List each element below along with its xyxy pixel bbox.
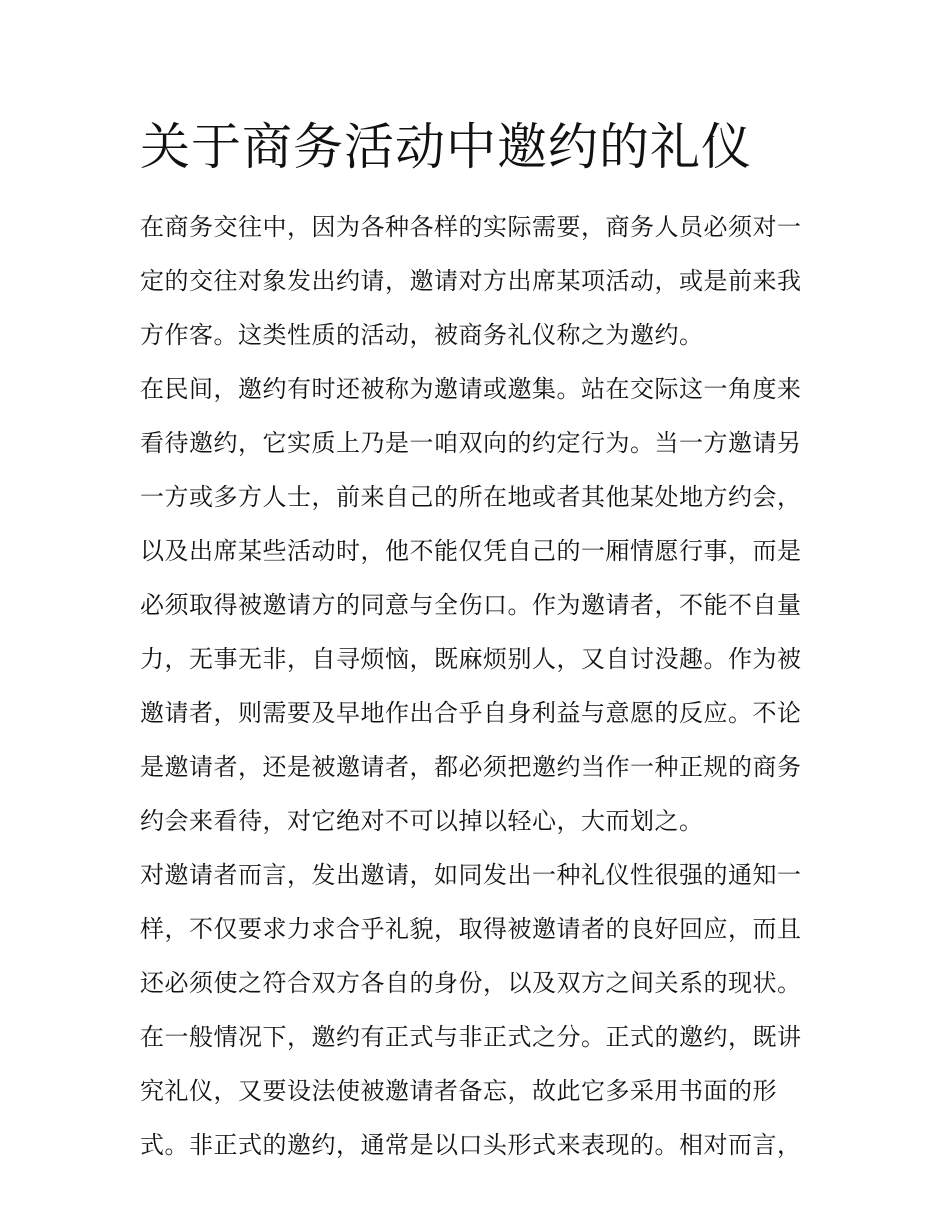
text-line: 在一般情况下，邀约有正式与非正式之分。正式的邀约，既讲 (140, 1023, 802, 1051)
text-line: 定的交往对象发出约请，邀请对方出席某项活动，或是前来我 (140, 267, 802, 295)
document-title: 关于商务活动中邀约的礼仪 (140, 118, 752, 176)
document-body (140, 200, 820, 1172)
text-line: 式。非正式的邀约，通常是以口头形式来表现的。相对而言， (140, 1131, 802, 1159)
text-line: 在商务交往中，因为各种各样的实际需要，商务人员必须对一 (140, 213, 802, 241)
text-line: 样，不仅要求力求合乎礼貌，取得被邀请者的良好回应，而且 (140, 915, 802, 943)
text-line: 力，无事无非，自寻烦恼，既麻烦别人，又自讨没趣。作为被 (140, 645, 802, 673)
text-line: 方作客。这类性质的活动，被商务礼仪称之为邀约。 (140, 321, 704, 349)
text-line: 看待邀约，它实质上乃是一咱双向的约定行为。当一方邀请另 (140, 429, 802, 457)
text-line: 一方或多方人士，前来自己的所在地或者其他某处地方约会， (140, 483, 802, 511)
text-line: 在民间，邀约有时还被称为邀请或邀集。站在交际这一角度来 (140, 375, 802, 403)
text-line: 以及出席某些活动时，他不能仅凭自己的一厢情愿行事，而是 (140, 537, 802, 565)
text-line: 约会来看待，对它绝对不可以掉以轻心，大而划之。 (140, 807, 704, 835)
text-line: 究礼仪，又要设法使被邀请者备忘，故此它多采用书面的形 (140, 1077, 777, 1105)
text-line: 是邀请者，还是被邀请者，都必须把邀约当作一种正规的商务 (140, 753, 802, 781)
text-line: 对邀请者而言，发出邀请，如同发出一种礼仪性很强的通知一 (140, 861, 802, 889)
text-line: 还必须使之符合双方各自的身份，以及双方之间关系的现状。 (140, 969, 802, 997)
document-page (140, 112, 820, 1172)
text-line: 邀请者，则需要及早地作出合乎自身利益与意愿的反应。不论 (140, 699, 802, 727)
text-line: 必须取得被邀请方的同意与全伤口。作为邀请者，不能不自量 (140, 591, 802, 619)
